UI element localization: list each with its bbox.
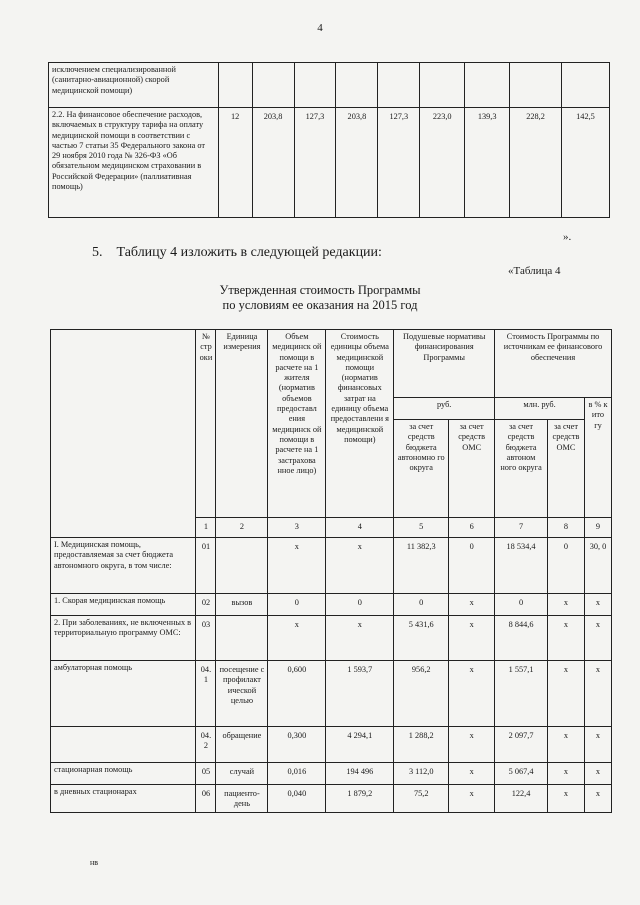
hdr-unit-cost: Стоимость единицы объема медицинской помощи (норматив финансовых затрат на единицу объема предоставлени я медицинской помощи) — [326, 330, 394, 518]
row-c-oms: x — [548, 727, 585, 763]
top-row2-text: 2.2. На финансовое обеспечение расходов, включаемых в структуру тарифа на оплату медицинской помощи в соответствии с частью 7 статьи 35 Федерального закона от 29 ноября 2010 года № 326-ФЗ «Об обязательном медицинском страховании в Российской Федерации» (паллиативная помощь) — [49, 108, 219, 218]
page-number: 4 — [317, 22, 323, 34]
top-row2-cell: 142,5 — [562, 108, 610, 218]
row-c-budget: 2 097,7 — [495, 727, 548, 763]
row-line: 06 — [196, 785, 216, 813]
section-heading: 5. Таблицу 4 изложить в следующей редакции: — [92, 245, 382, 260]
hdr-per-capita-oms: за счет средств ОМС — [449, 420, 495, 518]
col-number: 7 — [495, 518, 548, 538]
hdr-cost-unit: млн. руб. — [495, 398, 585, 420]
row-line: 04. 1 — [196, 661, 216, 727]
row-name: в дневных стационарах — [51, 785, 196, 813]
hdr-per-capita-budget: за счет средств бюджета автономно го округа — [394, 420, 449, 518]
row-pct: x — [584, 785, 611, 813]
row-c-budget: 18 534,4 — [495, 538, 548, 594]
row-line: 04. 2 — [196, 727, 216, 763]
row-cost: x — [326, 538, 394, 594]
row-pc-budget: 0 — [394, 594, 449, 616]
table-row — [51, 785, 612, 813]
row-pct: x — [584, 594, 611, 616]
row-name: 1. Скорая медицинская помощь — [51, 594, 196, 616]
table-row — [51, 594, 612, 616]
top-row2-cell: 127,3 — [378, 108, 420, 218]
hdr-per-capita: Подушевые нормативы финансирования Программы — [394, 330, 495, 398]
col-number: 9 — [584, 518, 611, 538]
row-pc-oms: 0 — [449, 538, 495, 594]
continued-table — [48, 62, 610, 218]
row-c-budget: 122,4 — [495, 785, 548, 813]
col-number: 6 — [449, 518, 495, 538]
row-name: 2. При заболеваниях, не включенных в территориальную программу ОМС: — [51, 616, 196, 661]
row-c-budget: 1 557,1 — [495, 661, 548, 727]
row-volume: x — [268, 616, 326, 661]
row-cost: 0 — [326, 594, 394, 616]
row-pc-oms: x — [449, 785, 495, 813]
row-cost: 1 593,7 — [326, 661, 394, 727]
row-pct: x — [584, 727, 611, 763]
row-c-budget: 8 844,6 — [495, 616, 548, 661]
top-row2-cell: 127,3 — [294, 108, 336, 218]
row-unit: посещение с профилакт ической целью — [216, 661, 268, 727]
row-name: стационарная помощь — [51, 763, 196, 785]
cost-table — [50, 329, 612, 813]
col-number: 3 — [268, 518, 326, 538]
top-row2-cell: 228,2 — [510, 108, 562, 218]
footer-mark: нв — [90, 858, 99, 867]
top-row2-cell: 203,8 — [336, 108, 378, 218]
row-pct: x — [584, 661, 611, 727]
col-number: 1 — [196, 518, 216, 538]
top-row1-text: исключением специализированной (санитарно-авиационной) скорой медицинской помощи) — [49, 63, 219, 108]
col-number: 4 — [326, 518, 394, 538]
row-cost: 4 294,1 — [326, 727, 394, 763]
row-pct: 30, 0 — [584, 538, 611, 594]
row-pc-budget: 3 112,0 — [394, 763, 449, 785]
row-cost: x — [326, 616, 394, 661]
hdr-cost-oms: за счет средств ОМС — [548, 420, 585, 518]
row-c-budget: 5 067,4 — [495, 763, 548, 785]
top-row2-cell: 12 — [218, 108, 252, 218]
row-volume: 0 — [268, 594, 326, 616]
row-unit: вызов — [216, 594, 268, 616]
row-cost: 1 879,2 — [326, 785, 394, 813]
row-c-oms: 0 — [548, 538, 585, 594]
row-line: 03 — [196, 616, 216, 661]
col-number: 8 — [548, 518, 585, 538]
top-row2-cell: 223,0 — [420, 108, 465, 218]
table-row — [51, 763, 612, 785]
row-pc-oms: x — [449, 616, 495, 661]
row-pct: x — [584, 763, 611, 785]
row-pc-oms: x — [449, 763, 495, 785]
row-volume: x — [268, 538, 326, 594]
hdr-program-cost: Стоимость Программы по источникам ее финансового обеспечения — [495, 330, 612, 398]
row-volume: 0,300 — [268, 727, 326, 763]
table-row — [51, 538, 612, 594]
row-pc-oms: x — [449, 661, 495, 727]
row-line: 05 — [196, 763, 216, 785]
row-unit: пациенто- день — [216, 785, 268, 813]
row-pc-budget: 75,2 — [394, 785, 449, 813]
col-number: 5 — [394, 518, 449, 538]
row-pc-oms: x — [449, 727, 495, 763]
hdr-per-capita-unit: руб. — [394, 398, 495, 420]
row-unit — [216, 538, 268, 594]
table-title-line2: по условиям ее оказания на 2015 год — [222, 298, 418, 312]
table-row — [51, 616, 612, 661]
row-name: I. Медицинская помощь, предоставляемая за счет бюджета автономного округа, в том числе: — [51, 538, 196, 594]
row-c-oms: x — [548, 616, 585, 661]
table-label: «Таблица 4 — [508, 265, 561, 277]
row-line: 02 — [196, 594, 216, 616]
row-c-oms: x — [548, 661, 585, 727]
row-name — [51, 727, 196, 763]
hdr-cost-budget: за счет средств бюджета автоном ного округа — [495, 420, 548, 518]
row-pc-budget: 11 382,3 — [394, 538, 449, 594]
row-pc-budget: 1 288,2 — [394, 727, 449, 763]
row-unit: случай — [216, 763, 268, 785]
col-number: 2 — [216, 518, 268, 538]
hdr-percent: в % к ито гу — [584, 398, 611, 518]
row-line: 01 — [196, 538, 216, 594]
row-unit: обращение — [216, 727, 268, 763]
top-row2-cell: 203,8 — [252, 108, 294, 218]
hdr-unit: Единица измерения — [216, 330, 268, 518]
hdr-volume: Объем медицинск ой помощи в расчете на 1 жителя (норматив объемов предоставл ения медицинск ой помощи в расчете на 1 застрахова нное лицо) — [268, 330, 326, 518]
table-row — [51, 661, 612, 727]
hdr-line-num: № стр оки — [196, 330, 216, 518]
row-volume: 0,600 — [268, 661, 326, 727]
close-quote: ». — [563, 231, 572, 243]
top-row2-cell: 139,3 — [465, 108, 510, 218]
table-title-line1: Утвержденная стоимость Программы — [219, 283, 421, 297]
row-pc-oms: x — [449, 594, 495, 616]
row-unit — [216, 616, 268, 661]
row-volume: 0,040 — [268, 785, 326, 813]
row-pct: x — [584, 616, 611, 661]
row-volume: 0,016 — [268, 763, 326, 785]
row-pc-budget: 956,2 — [394, 661, 449, 727]
row-pc-budget: 5 431,6 — [394, 616, 449, 661]
row-c-oms: x — [548, 785, 585, 813]
row-cost: 194 496 — [326, 763, 394, 785]
table-row — [51, 727, 612, 763]
row-name: амбулаторная помощь — [51, 661, 196, 727]
row-c-oms: x — [548, 763, 585, 785]
row-c-oms: x — [548, 594, 585, 616]
row-c-budget: 0 — [495, 594, 548, 616]
